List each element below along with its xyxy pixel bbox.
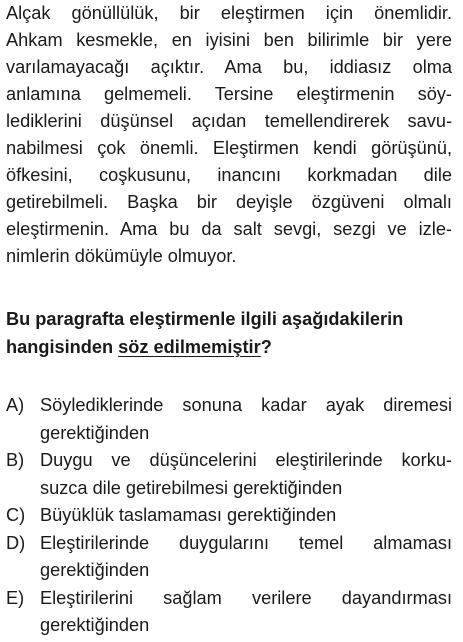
passage-line: nabilmesi çok önemli. Eleştirmen kendi görüşünü, xyxy=(6,138,452,158)
passage-line: lediklerini düşünsel açıdan temellendirerek savu- xyxy=(6,111,452,131)
passage-line: eleştirmenin. Ama bu da salt sevgi, sezgi ve izle- xyxy=(6,219,452,239)
option-letter: C) xyxy=(6,505,26,525)
option-text: Söylediklerinde sonuna kadar ayak diremesi xyxy=(40,395,452,415)
option-letter: D) xyxy=(6,533,26,553)
passage-line: varılamayacağı açıktır. Ama bu, iddiasız olma xyxy=(6,57,452,77)
option-text: gerektiğinden xyxy=(40,423,150,443)
option-text: Büyüklük taslamaması gerektiğinden xyxy=(40,505,337,525)
option-text: Eleştirilerini sağlam verilere dayandırması xyxy=(40,588,452,608)
passage-line: Alçak gönüllülük, bir eleştirmen için önemlidir. xyxy=(6,3,452,23)
passage-line: öfkesini, coşkusunu, inancını korkmadan dile xyxy=(6,165,452,185)
option-letter: B) xyxy=(6,450,25,470)
question-line xyxy=(6,334,272,360)
question-line: Bu paragrafta eleştirmenle ilgili aşağıdakilerin xyxy=(6,309,404,329)
option-text: Duygu ve düşüncelerini eleştirilerinde korku- xyxy=(40,450,452,470)
question-mark: ? xyxy=(260,337,272,357)
question-emphasis: söz edilmemiştir xyxy=(118,337,261,357)
passage-line: nimlerin dökümüyle olmuyor. xyxy=(6,246,237,266)
option-letter: E) xyxy=(6,588,25,608)
option-text: Eleştirilerinde duygularını temel almaması xyxy=(40,533,452,553)
passage-line: Ahkam kesmekle, en iyisini ben bilirimle bir yere xyxy=(6,30,452,50)
question-page xyxy=(6,0,458,642)
option-text: suzca dile getirebilmesi gerektiğinden xyxy=(40,478,343,498)
passage-line: getirebilmeli. Başka bir deyişle özgüveni olmalı xyxy=(6,192,452,212)
option-text: gerektiğinden xyxy=(40,560,150,580)
option-letter: A) xyxy=(6,395,25,415)
passage-line: anlamına gelmemeli. Tersine eleştirmenin söy- xyxy=(6,84,452,104)
question-text: hangisinden xyxy=(6,337,119,357)
option-text: gerektiğinden xyxy=(40,615,150,635)
